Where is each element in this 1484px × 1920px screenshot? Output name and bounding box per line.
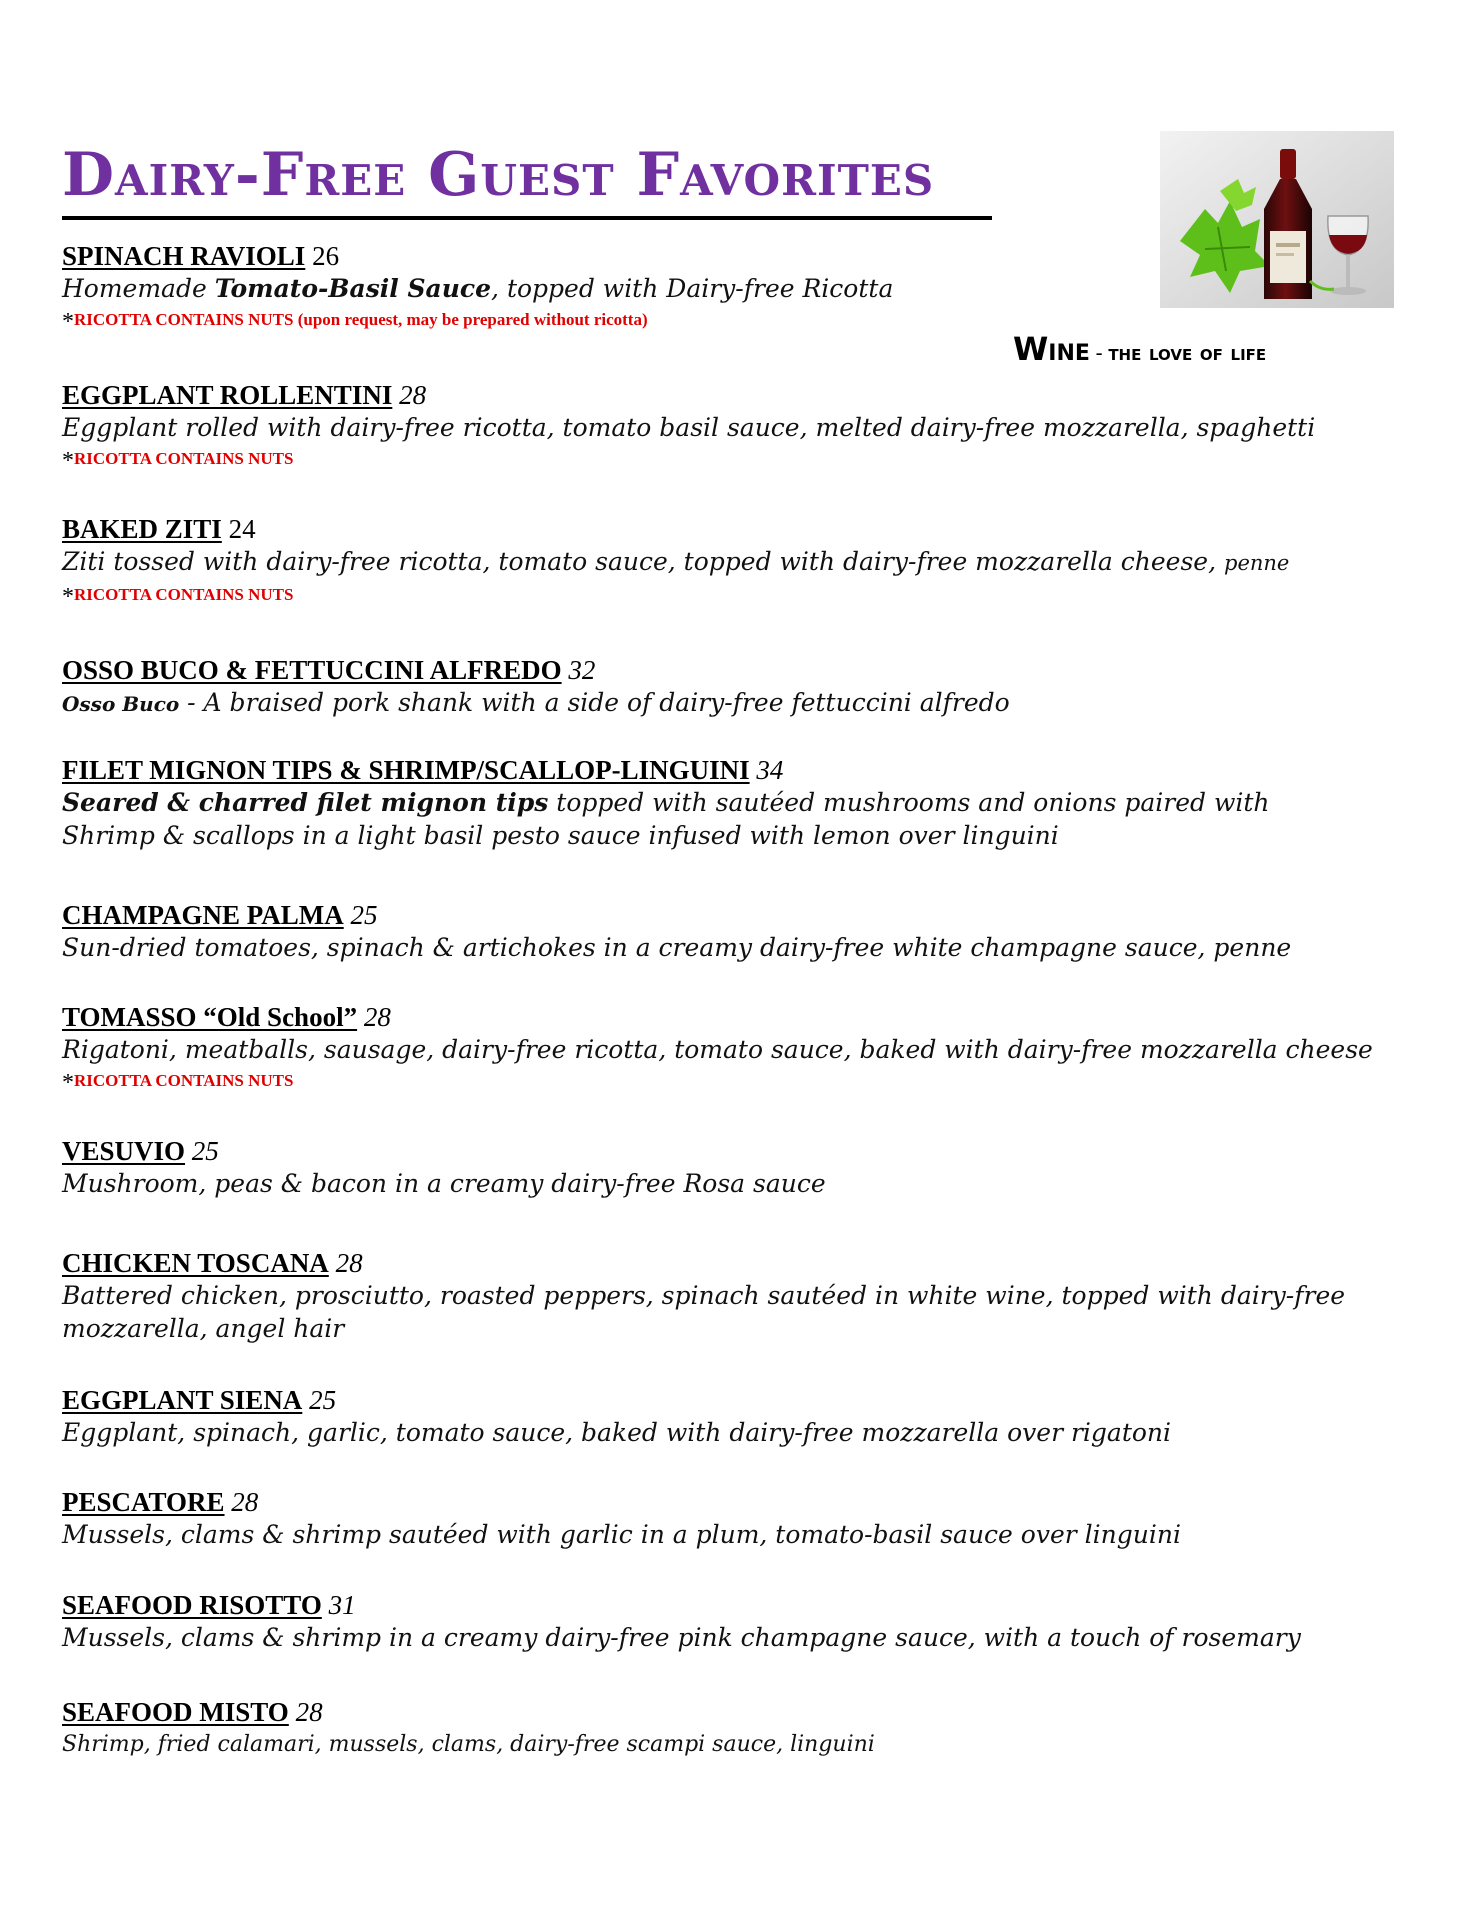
allergy-note: *RICOTTA CONTAINS NUTS bbox=[62, 448, 294, 474]
item-name: EGGPLANT ROLLENTINI bbox=[62, 380, 393, 410]
item-name: SPINACH RAVIOLI bbox=[62, 241, 306, 271]
item-name: CHAMPAGNE PALMA bbox=[62, 900, 344, 930]
item-name: TOMASSO “Old School” bbox=[62, 1002, 358, 1032]
menu-item bbox=[62, 241, 1442, 333]
item-description: Battered chicken, prosciutto, roasted peppers, spinach sautéed in white wine, topped with dairy-free bbox=[62, 1281, 1346, 1310]
item-price: 34 bbox=[756, 755, 784, 785]
item-description: Osso Buco - A braised pork shank with a side of dairy-free fettuccini alfredo bbox=[62, 688, 1010, 717]
item-price: 24 bbox=[228, 514, 256, 544]
item-price: 25 bbox=[309, 1385, 337, 1415]
wine-word: Wine bbox=[1013, 330, 1090, 368]
allergy-note: *RICOTTA CONTAINS NUTS bbox=[62, 584, 294, 610]
page-title: Dairy-Free Guest Favorites bbox=[62, 140, 935, 210]
item-description-line2: Shrimp & scallops in a light basil pesto sauce infused with lemon over linguini bbox=[62, 821, 1059, 850]
item-description: Mussels, clams & shrimp sautéed with garlic in a plum, tomato-basil sauce over linguini bbox=[62, 1520, 1181, 1549]
item-description: Eggplant, spinach, garlic, tomato sauce, baked with dairy-free mozzarella over rigatoni bbox=[62, 1418, 1172, 1447]
item-price: 32 bbox=[568, 655, 596, 685]
menu-item bbox=[62, 1487, 1442, 1551]
menu-item bbox=[62, 1136, 1442, 1200]
item-description: Mussels, clams & shrimp in a creamy dairy-free pink champagne sauce, with a touch of rosemary bbox=[62, 1623, 1301, 1652]
item-name: OSSO BUCO & FETTUCCINI ALFREDO bbox=[62, 655, 562, 685]
wine-tagline-text: the love of life bbox=[1108, 341, 1267, 366]
item-description: Eggplant rolled with dairy-free ricotta, tomato basil sauce, melted dairy-free mozzarella, spaghetti bbox=[62, 413, 1316, 442]
item-description: Ziti tossed with dairy-free ricotta, tomato sauce, topped with dairy-free mozzarella cheese, penne bbox=[62, 547, 1290, 576]
item-description: Sun-dried tomatoes, spinach & artichokes in a creamy dairy-free white champagne sauce, penne bbox=[62, 933, 1292, 962]
item-name: CHICKEN TOSCANA bbox=[62, 1248, 329, 1278]
item-description: Shrimp, fried calamari, mussels, clams, dairy-free scampi sauce, linguini bbox=[62, 1732, 875, 1757]
allergy-note: *RICOTTA CONTAINS NUTS (upon request, may be prepared without ricotta) bbox=[62, 309, 648, 335]
item-description: Homemade Tomato-Basil Sauce, topped with Dairy-free Ricotta bbox=[62, 274, 894, 303]
item-description: Rigatoni, meatballs, sausage, dairy-free ricotta, tomato sauce, baked with dairy-free mozzarella cheese bbox=[62, 1035, 1373, 1064]
item-price: 28 bbox=[399, 380, 427, 410]
menu-item bbox=[62, 514, 1442, 608]
menu-item bbox=[62, 1697, 1442, 1760]
menu-item bbox=[62, 755, 1442, 852]
item-price: 28 bbox=[363, 1002, 391, 1032]
item-price: 26 bbox=[312, 241, 340, 271]
menu-item bbox=[62, 1248, 1442, 1345]
menu-item bbox=[62, 655, 1442, 721]
item-name: EGGPLANT SIENA bbox=[62, 1385, 303, 1415]
menu-item bbox=[62, 900, 1442, 964]
menu-item bbox=[62, 1002, 1442, 1094]
item-price: 25 bbox=[350, 900, 378, 930]
item-name: BAKED ZITI bbox=[62, 514, 222, 544]
item-name: FILET MIGNON TIPS & SHRIMP/SCALLOP-LINGUINI bbox=[62, 755, 750, 785]
item-name: VESUVIO bbox=[62, 1136, 186, 1166]
item-price: 25 bbox=[191, 1136, 219, 1166]
title-underline bbox=[62, 216, 992, 220]
item-price: 31 bbox=[328, 1590, 356, 1620]
item-name: PESCATORE bbox=[62, 1487, 225, 1517]
menu-item bbox=[62, 1590, 1442, 1654]
allergy-note: *RICOTTA CONTAINS NUTS bbox=[62, 1070, 294, 1096]
item-price: 28 bbox=[335, 1248, 363, 1278]
wine-dash: - bbox=[1095, 341, 1103, 365]
menu-item bbox=[62, 380, 1442, 472]
item-description: Mushroom, peas & bacon in a creamy dairy-free Rosa sauce bbox=[62, 1169, 826, 1198]
item-name: SEAFOOD RISOTTO bbox=[62, 1590, 322, 1620]
item-description: Seared & charred filet mignon tips topped with sautéed mushrooms and onions paired with bbox=[62, 788, 1270, 817]
item-price: 28 bbox=[295, 1697, 323, 1727]
wine-tagline bbox=[1013, 330, 1433, 368]
item-name: SEAFOOD MISTO bbox=[62, 1697, 289, 1727]
menu-item bbox=[62, 1385, 1442, 1449]
item-description-line2: mozzarella, angel hair bbox=[62, 1314, 345, 1343]
item-price: 28 bbox=[231, 1487, 259, 1517]
